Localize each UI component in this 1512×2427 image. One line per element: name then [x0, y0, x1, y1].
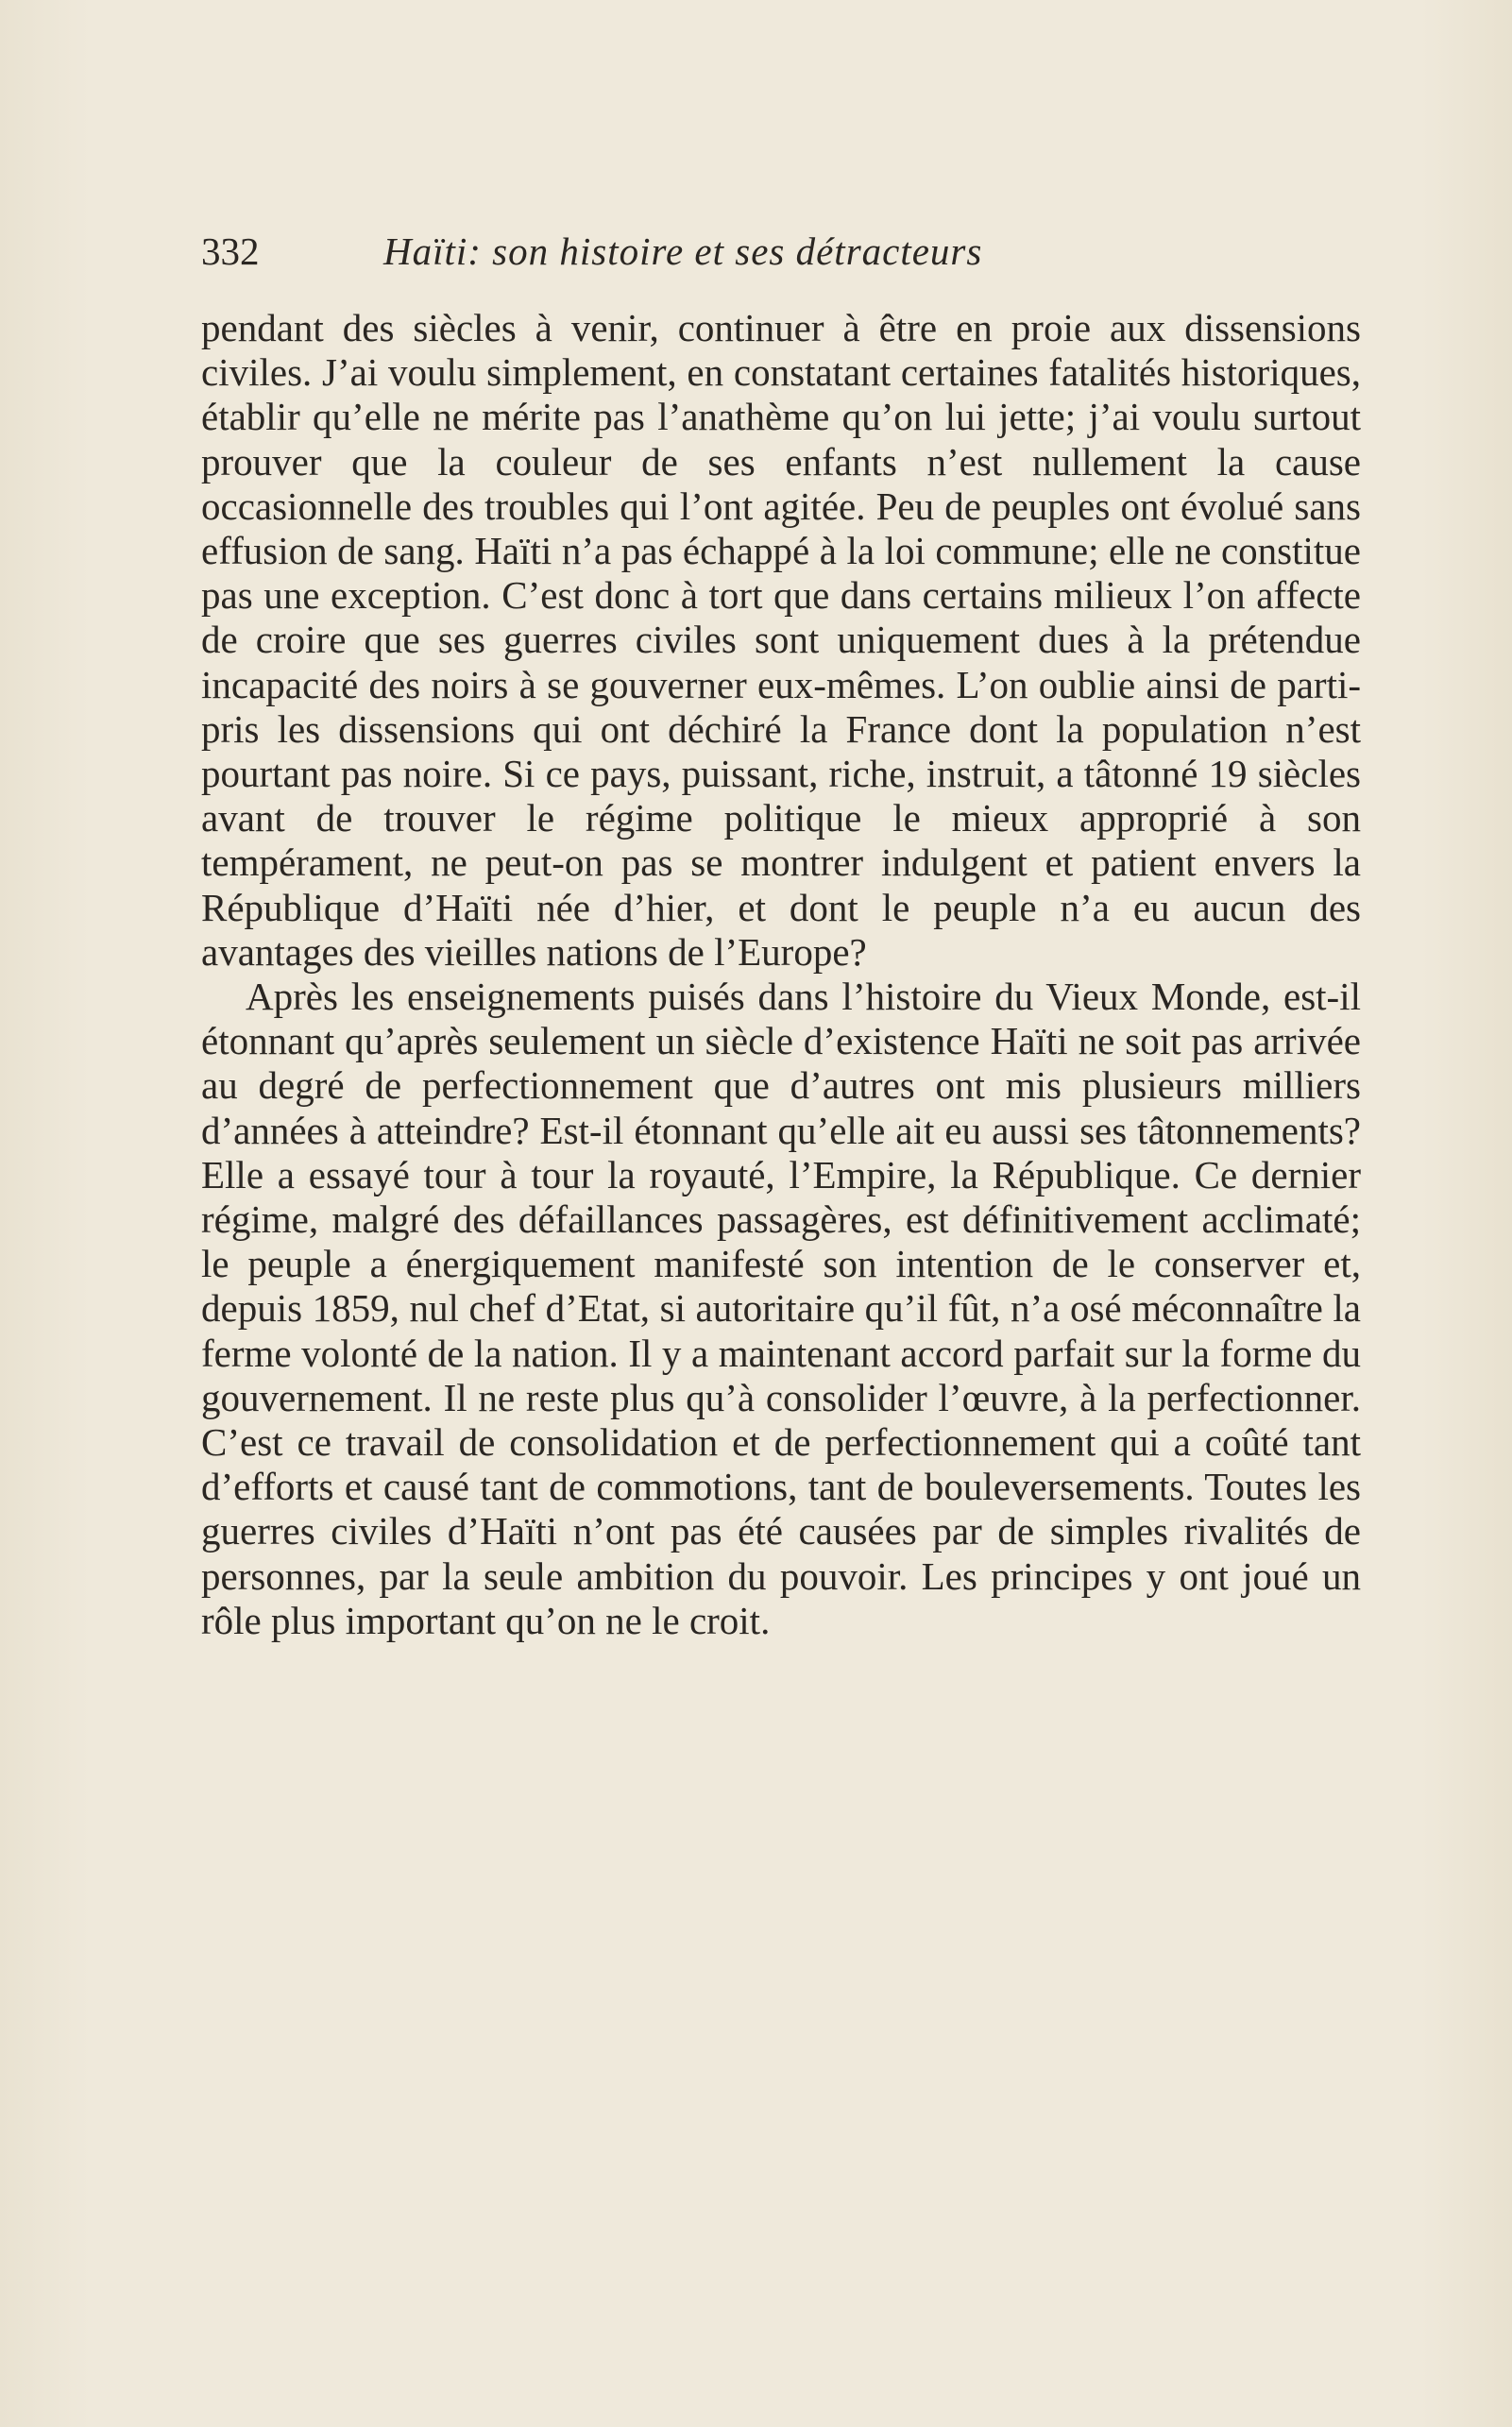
page-header	[201, 223, 1316, 280]
running-title: Haïti: son histoire et ses détracteurs	[383, 229, 983, 273]
paragraph-2: Après les enseignements puisés dans l’histoire du Vieux Monde, est-il étonnant qu’après seulement un siècle d’existence Haïti ne soit pas arrivée au degré de perfectionnement que d’autres ont mis plusieurs milliers d’années à atteindre? Est-il étonnant qu’elle ait eu aussi ses tâtonnements? Elle a essayé tour à tour la royauté, l’Empire, la République. Ce dernier régime, malgré des défaillances passagères, est définitivement acclimaté; le peuple a énergiquement manifesté son intention de le conserver et, depuis 1859, nul chef d’Etat, si autoritaire qu’il fût, n’a osé méconnaître la ferme volonté de la nation. Il y a maintenant accord parfait sur la forme du gouvernement. Il ne reste plus qu’à consolider l’œuvre, à la perfectionner. C’est ce travail de consolidation et de perfectionnement qui a coûté tant d’efforts et causé tant de commotions, tant de bouleversements. Toutes les guerres civiles d’Haïti n’ont pas été causées par de simples rivalités de personnes, par la seule ambition du pouvoir. Les principes y ont joué un rôle plus important qu’on ne le croit.	[201, 975, 1361, 1642]
paragraph-1: pendant des siècles à venir, continuer à être en proie aux dissensions civiles. J’ai voulu simplement, en constatant certaines fatalités historiques, établir qu’elle ne mérite pas l’anathème qu’on lui jette; j’ai voulu surtout prouver que la couleur de ses enfants n’est nullement la cause occasionnelle des troubles qui l’ont agitée. Peu de peuples ont évolué sans effusion de sang. Haïti n’a pas échappé à la loi commune; elle ne constitue pas une exception. C’est donc à tort que dans certains milieux l’on affecte de croire que ses guerres civiles sont uniquement dues à la prétendue incapacité des noirs à se gouverner eux-mêmes. L’on oublie ainsi de parti-pris les dissensions qui ont déchiré la France dont la population n’est pourtant pas noire. Si ce pays, puissant, riche, instruit, a tâtonné 19 siècles avant de trouver le régime politique le mieux approprié à son tempérament, ne peut-on pas se montrer indulgent et patient envers la République d’Haïti née d’hier, et dont le peuple n’a eu aucun des avantages des vieilles nations de l’Europe?	[201, 306, 1361, 974]
body-text	[201, 306, 1361, 1643]
page-number: 332	[201, 229, 260, 273]
